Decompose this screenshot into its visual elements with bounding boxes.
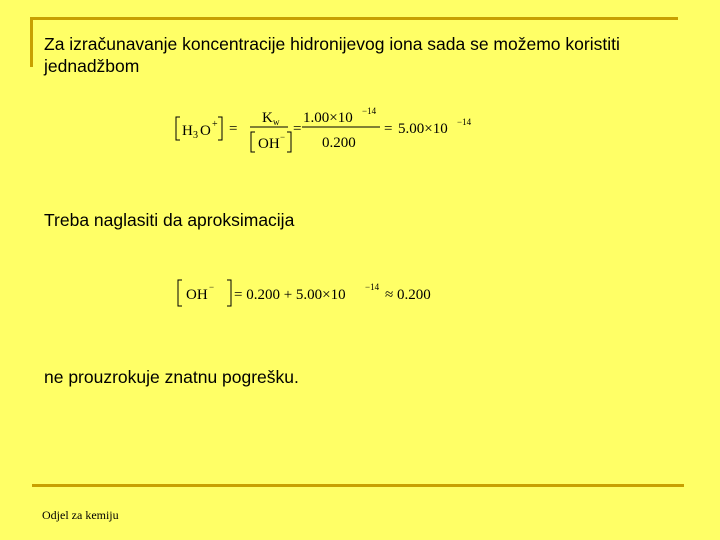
lhs-sup: + (212, 119, 218, 130)
result: 5.00×10 (398, 121, 448, 137)
denominator: 0.200 (322, 135, 356, 151)
lhs-sub: 3 (193, 130, 198, 141)
paragraph-note: Treba naglasiti da aproksimacija (44, 210, 295, 230)
numerator: 1.00×10 (303, 110, 353, 126)
oh-2-sup: − (209, 282, 215, 292)
approx: ≈ 0.200 (385, 287, 431, 303)
paragraph-conclusion: ne prouzrokuje znatnu pogrešku. (44, 367, 299, 387)
equation-hydronium (174, 100, 494, 161)
eq-sign-1: = (229, 121, 238, 137)
kw-sub: w (273, 117, 280, 127)
oh-sup: − (280, 132, 286, 142)
paragraph-intro: Za izračunavanje koncentracije hidronijevog iona sada se možemo koristiti jednadžbom (44, 34, 620, 76)
oh: OH (258, 136, 280, 152)
result-exp: −14 (457, 117, 472, 127)
equation-hydroxide (176, 276, 476, 317)
lhs-h: H (182, 123, 193, 139)
footer-label: Odjel za kemiju (42, 508, 119, 522)
lhs-o: O (200, 123, 211, 139)
top-rule (32, 17, 678, 20)
left-rule (30, 17, 33, 67)
bottom-rule (32, 484, 684, 487)
oh-2: OH (186, 287, 208, 303)
eq-sign-2: = (293, 121, 302, 137)
kw: K (262, 110, 273, 126)
rhs-exp: −14 (365, 282, 380, 292)
numerator-exp: −14 (362, 106, 377, 116)
eq-sign-3: = (384, 121, 393, 137)
rhs: = 0.200 + 5.00×10 (234, 287, 346, 303)
